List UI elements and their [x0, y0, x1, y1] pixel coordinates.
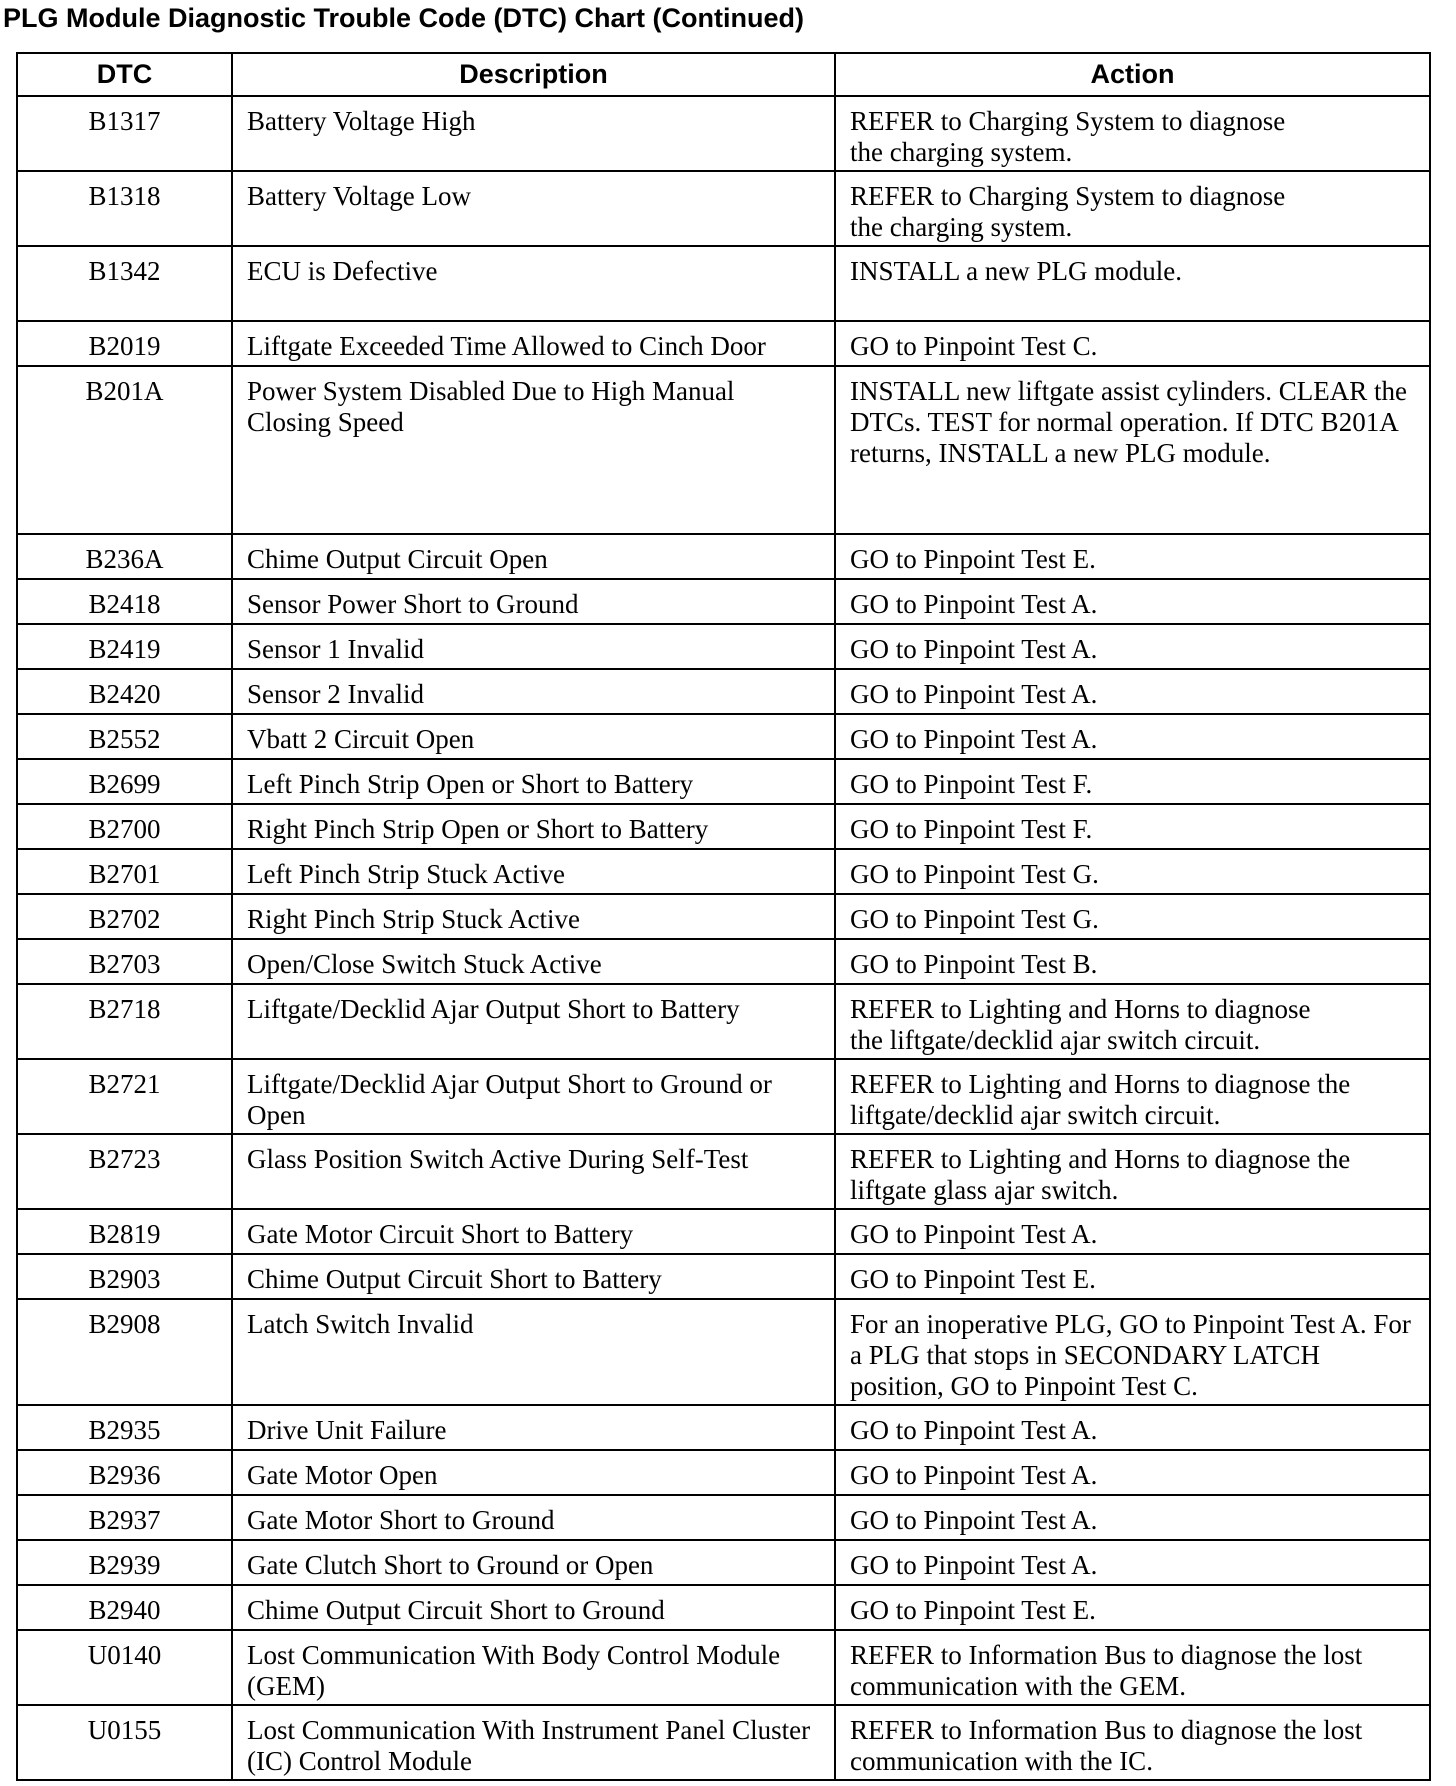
table-row	[17, 246, 1430, 321]
table-row	[17, 1450, 1430, 1495]
table-row	[17, 1630, 1430, 1705]
table-row	[17, 1540, 1430, 1585]
dtc-description: Left Pinch Strip Stuck Active	[232, 849, 835, 894]
dtc-description: Latch Switch Invalid	[232, 1299, 835, 1405]
table-row	[17, 894, 1430, 939]
dtc-description: Sensor Power Short to Ground	[232, 579, 835, 624]
dtc-action: GO to Pinpoint Test E.	[835, 1254, 1430, 1299]
dtc-code: B2935	[17, 1405, 232, 1450]
dtc-code: B2701	[17, 849, 232, 894]
dtc-code: B2552	[17, 714, 232, 759]
dtc-code: B2699	[17, 759, 232, 804]
table-row	[17, 1209, 1430, 1254]
table-row	[17, 759, 1430, 804]
dtc-action: GO to Pinpoint Test F.	[835, 804, 1430, 849]
table-row	[17, 624, 1430, 669]
dtc-code: B1318	[17, 171, 232, 246]
dtc-code: B2903	[17, 1254, 232, 1299]
table-row	[17, 939, 1430, 984]
table-row	[17, 1585, 1430, 1630]
table-row	[17, 366, 1430, 534]
header-action: Action	[835, 53, 1430, 96]
dtc-description: Chime Output Circuit Short to Battery	[232, 1254, 835, 1299]
dtc-description: Vbatt 2 Circuit Open	[232, 714, 835, 759]
table-row	[17, 1405, 1430, 1450]
dtc-action: REFER to Charging System to diagnose the charging system.	[835, 171, 1430, 246]
dtc-action: REFER to Lighting and Horns to diagnose the liftgate glass ajar switch.	[835, 1134, 1430, 1209]
dtc-description: Lost Communication With Body Control Module (GEM)	[232, 1630, 835, 1705]
dtc-action: REFER to Information Bus to diagnose the lost communication with the IC.	[835, 1705, 1430, 1780]
dtc-code: B2420	[17, 669, 232, 714]
dtc-description: Drive Unit Failure	[232, 1405, 835, 1450]
dtc-description: Lost Communication With Instrument Panel Cluster (IC) Control Module	[232, 1705, 835, 1780]
dtc-description: Gate Motor Short to Ground	[232, 1495, 835, 1540]
table-row	[17, 1705, 1430, 1780]
table-row	[17, 579, 1430, 624]
dtc-code: B2702	[17, 894, 232, 939]
table-row	[17, 849, 1430, 894]
dtc-action: GO to Pinpoint Test A.	[835, 1209, 1430, 1254]
dtc-code: B2723	[17, 1134, 232, 1209]
dtc-code: B2700	[17, 804, 232, 849]
dtc-code: B2936	[17, 1450, 232, 1495]
dtc-action: REFER to Charging System to diagnose the charging system.	[835, 96, 1430, 171]
dtc-action: INSTALL new liftgate assist cylinders. CLEAR the DTCs. TEST for normal operation. If DTC B201A returns, INSTALL a new PLG module.	[835, 366, 1430, 534]
dtc-code: B2937	[17, 1495, 232, 1540]
dtc-code: U0155	[17, 1705, 232, 1780]
table-row	[17, 534, 1430, 579]
dtc-description: Liftgate Exceeded Time Allowed to Cinch Door	[232, 321, 835, 366]
table-header-row	[17, 53, 1430, 96]
table-row	[17, 1134, 1430, 1209]
dtc-code: B2718	[17, 984, 232, 1059]
dtc-code: B1317	[17, 96, 232, 171]
dtc-action: GO to Pinpoint Test C.	[835, 321, 1430, 366]
dtc-description: Battery Voltage Low	[232, 171, 835, 246]
header-description: Description	[232, 53, 835, 96]
dtc-action: GO to Pinpoint Test A.	[835, 1540, 1430, 1585]
table-row	[17, 1299, 1430, 1405]
dtc-code: B2418	[17, 579, 232, 624]
dtc-code: B2703	[17, 939, 232, 984]
dtc-description: Battery Voltage High	[232, 96, 835, 171]
table-row	[17, 804, 1430, 849]
dtc-description: Right Pinch Strip Stuck Active	[232, 894, 835, 939]
dtc-action: GO to Pinpoint Test E.	[835, 534, 1430, 579]
table-row	[17, 96, 1430, 171]
dtc-action: GO to Pinpoint Test E.	[835, 1585, 1430, 1630]
dtc-code: B1342	[17, 246, 232, 321]
table-row	[17, 714, 1430, 759]
dtc-code: B236A	[17, 534, 232, 579]
dtc-description: Chime Output Circuit Short to Ground	[232, 1585, 835, 1630]
table-row	[17, 984, 1430, 1059]
dtc-action: GO to Pinpoint Test A.	[835, 669, 1430, 714]
dtc-action: GO to Pinpoint Test A.	[835, 714, 1430, 759]
dtc-description: Sensor 1 Invalid	[232, 624, 835, 669]
dtc-action: REFER to Lighting and Horns to diagnose the liftgate/decklid ajar switch circuit.	[835, 984, 1430, 1059]
dtc-description: Gate Clutch Short to Ground or Open	[232, 1540, 835, 1585]
dtc-action: GO to Pinpoint Test B.	[835, 939, 1430, 984]
dtc-description: Power System Disabled Due to High Manual Closing Speed	[232, 366, 835, 534]
dtc-action: GO to Pinpoint Test F.	[835, 759, 1430, 804]
dtc-action: GO to Pinpoint Test A.	[835, 1405, 1430, 1450]
dtc-code: U0140	[17, 1630, 232, 1705]
dtc-description: Sensor 2 Invalid	[232, 669, 835, 714]
dtc-description: Gate Motor Circuit Short to Battery	[232, 1209, 835, 1254]
dtc-description: Right Pinch Strip Open or Short to Battery	[232, 804, 835, 849]
table-row	[17, 321, 1430, 366]
page-title: PLG Module Diagnostic Trouble Code (DTC) Chart (Continued)	[3, 3, 804, 33]
dtc-description: Left Pinch Strip Open or Short to Battery	[232, 759, 835, 804]
dtc-action: GO to Pinpoint Test G.	[835, 849, 1430, 894]
dtc-action: GO to Pinpoint Test A.	[835, 1450, 1430, 1495]
dtc-code: B2908	[17, 1299, 232, 1405]
dtc-description: Open/Close Switch Stuck Active	[232, 939, 835, 984]
dtc-code: B2419	[17, 624, 232, 669]
dtc-table	[16, 52, 1431, 1781]
dtc-code: B2819	[17, 1209, 232, 1254]
dtc-action: GO to Pinpoint Test A.	[835, 1495, 1430, 1540]
dtc-description: ECU is Defective	[232, 246, 835, 321]
dtc-action: REFER to Information Bus to diagnose the lost communication with the GEM.	[835, 1630, 1430, 1705]
header-dtc: DTC	[17, 53, 232, 96]
dtc-description: Gate Motor Open	[232, 1450, 835, 1495]
dtc-code: B2939	[17, 1540, 232, 1585]
dtc-action: GO to Pinpoint Test G.	[835, 894, 1430, 939]
dtc-description: Glass Position Switch Active During Self-Test	[232, 1134, 835, 1209]
table-row	[17, 171, 1430, 246]
table-row	[17, 1495, 1430, 1540]
dtc-action: REFER to Lighting and Horns to diagnose the liftgate/decklid ajar switch circuit.	[835, 1059, 1430, 1134]
table-row	[17, 669, 1430, 714]
table-row	[17, 1059, 1430, 1134]
dtc-code: B2721	[17, 1059, 232, 1134]
dtc-action: GO to Pinpoint Test A.	[835, 579, 1430, 624]
dtc-action: For an inoperative PLG, GO to Pinpoint Test A. For a PLG that stops in SECONDARY LATCH position, GO to Pinpoint Test C.	[835, 1299, 1430, 1405]
dtc-description: Liftgate/Decklid Ajar Output Short to Ground or Open	[232, 1059, 835, 1134]
dtc-action: INSTALL a new PLG module.	[835, 246, 1430, 321]
dtc-action: GO to Pinpoint Test A.	[835, 624, 1430, 669]
dtc-description: Liftgate/Decklid Ajar Output Short to Battery	[232, 984, 835, 1059]
dtc-description: Chime Output Circuit Open	[232, 534, 835, 579]
dtc-code: B2019	[17, 321, 232, 366]
dtc-code: B201A	[17, 366, 232, 534]
table-row	[17, 1254, 1430, 1299]
dtc-code: B2940	[17, 1585, 232, 1630]
